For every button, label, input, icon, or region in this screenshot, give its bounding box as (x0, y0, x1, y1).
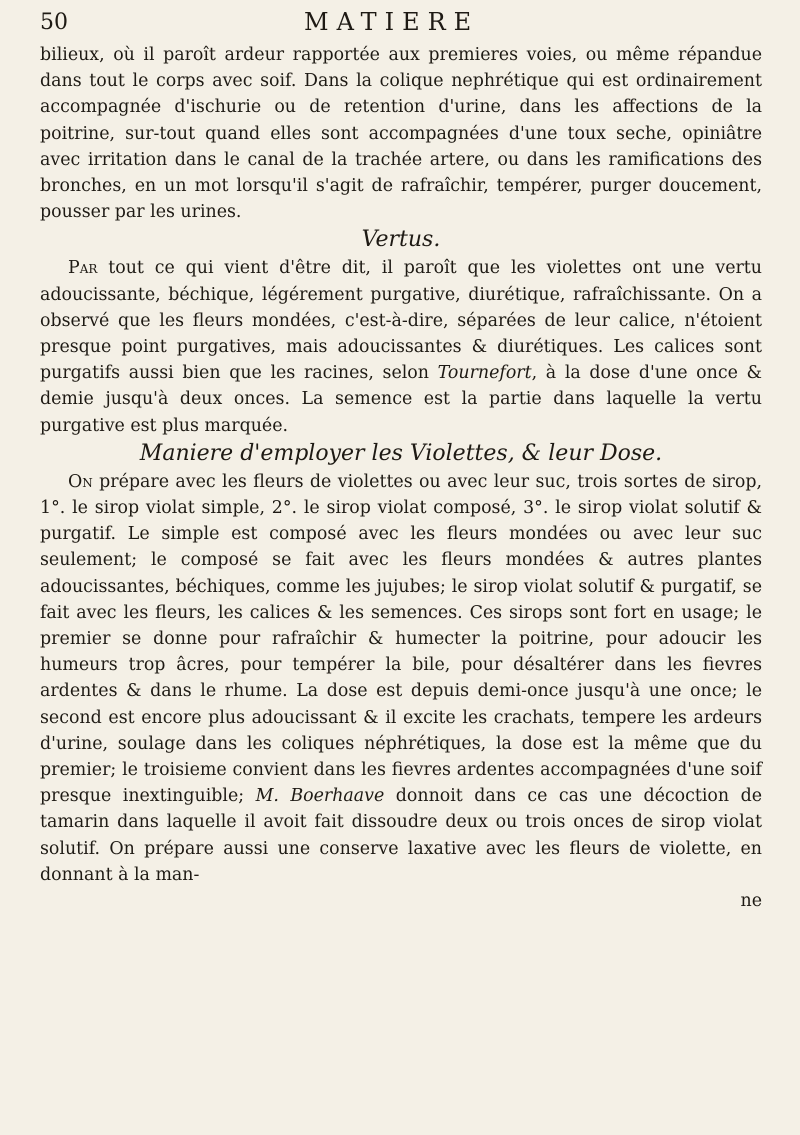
paragraph-lead-word: On (68, 471, 93, 492)
author-name: Tournefort (437, 363, 532, 384)
paragraph-text: prépare avec les fleurs de violettes ou avec leur suc, trois sortes de sirop, 1°. le sirop violat simple, 2°. le sirop violat composé, 3°. le sirop violat solutif & purgatif. Le simple est composé avec les fleurs mondées ou avec leur suc seulement; le composé se fait avec les fleurs mondées & autres plantes adoucissantes, béchiques, comme les jujubes; le sirop violat solutif & purgatif, se fait avec les fleurs, les calices & les semences. Ces sirops sont fort en usage; le premier se donne pour rafraîchir & humecter la poitrine, pour adoucir les humeurs trop âcres, pour tempérer la bile, pour désaltérer dans les fievres ardentes & dans le rhume. La dose est depuis demi-once jusqu'à une once; le second est encore plus adoucissant & il excite les crachats, tempere les ardeurs d'urine, soulage dans les coliques néphrétiques, la dose est la même que du premier; le troisieme convient dans les fievres ardentes accompagnées d'une soif presque inextinguible; (40, 471, 762, 807)
paragraph-maniere (40, 469, 762, 888)
page-header (40, 8, 740, 44)
paragraph-text: tout ce qui vient d'être dit, il paroît que les violettes ont une vertu adoucissante, béchique, légérement purgative, diurétique, rafraîchissante. On a observé que les fleurs mondées, c'est-à-dire, séparées de leur calice, n'étoient presque point purgatives, mais adoucissantes & diurétiques. Les calices sont purgatifs aussi bien que les racines, selon (40, 258, 762, 384)
paragraph-continuation: bilieux, où il paroît ardeur rapportée aux premieres voies, ou même répandue dans tout le corps avec soif. Dans la colique nephrétique qui est ordinairement accompagnée d'ischurie ou de retention d'urine, dans les affections de la poitrine, sur-tout quand elles sont accompagnées d'une toux seche, opiniâtre avec irritation dans le canal de la trachée artere, ou dans les ramifications des bronches, en un mot lorsqu'il s'agit de rafraîchir, tempérer, purger doucement, pousser par les urines. (40, 45, 762, 223)
paragraph-vertus (40, 255, 762, 438)
catchword: ne (740, 891, 762, 912)
author-name: M. Boerhaave (255, 786, 385, 807)
paragraph-lead-word: Par (68, 258, 98, 279)
section-heading-maniere: Maniere d'employer les Violettes, & leur Dose. (139, 440, 663, 466)
paragraph-text: , à la dose d'une once & demie jusqu'à deux onces. La semence est la partie dans laquelle la vertu purgative est plus marquée. (40, 363, 763, 436)
paragraph-text: donnoit dans ce cas une décoction de tamarin dans laquelle il avoit fait dissoudre deux ou trois onces de sirop violat solutif. On prépare aussi une conserve laxative avec les fleurs de violette, en donnant à la man- (40, 786, 762, 885)
page-number: 50 (40, 10, 68, 35)
body-text (40, 42, 762, 914)
running-title: MATIERE (304, 8, 480, 36)
section-heading-vertus: Vertus. (361, 227, 441, 253)
